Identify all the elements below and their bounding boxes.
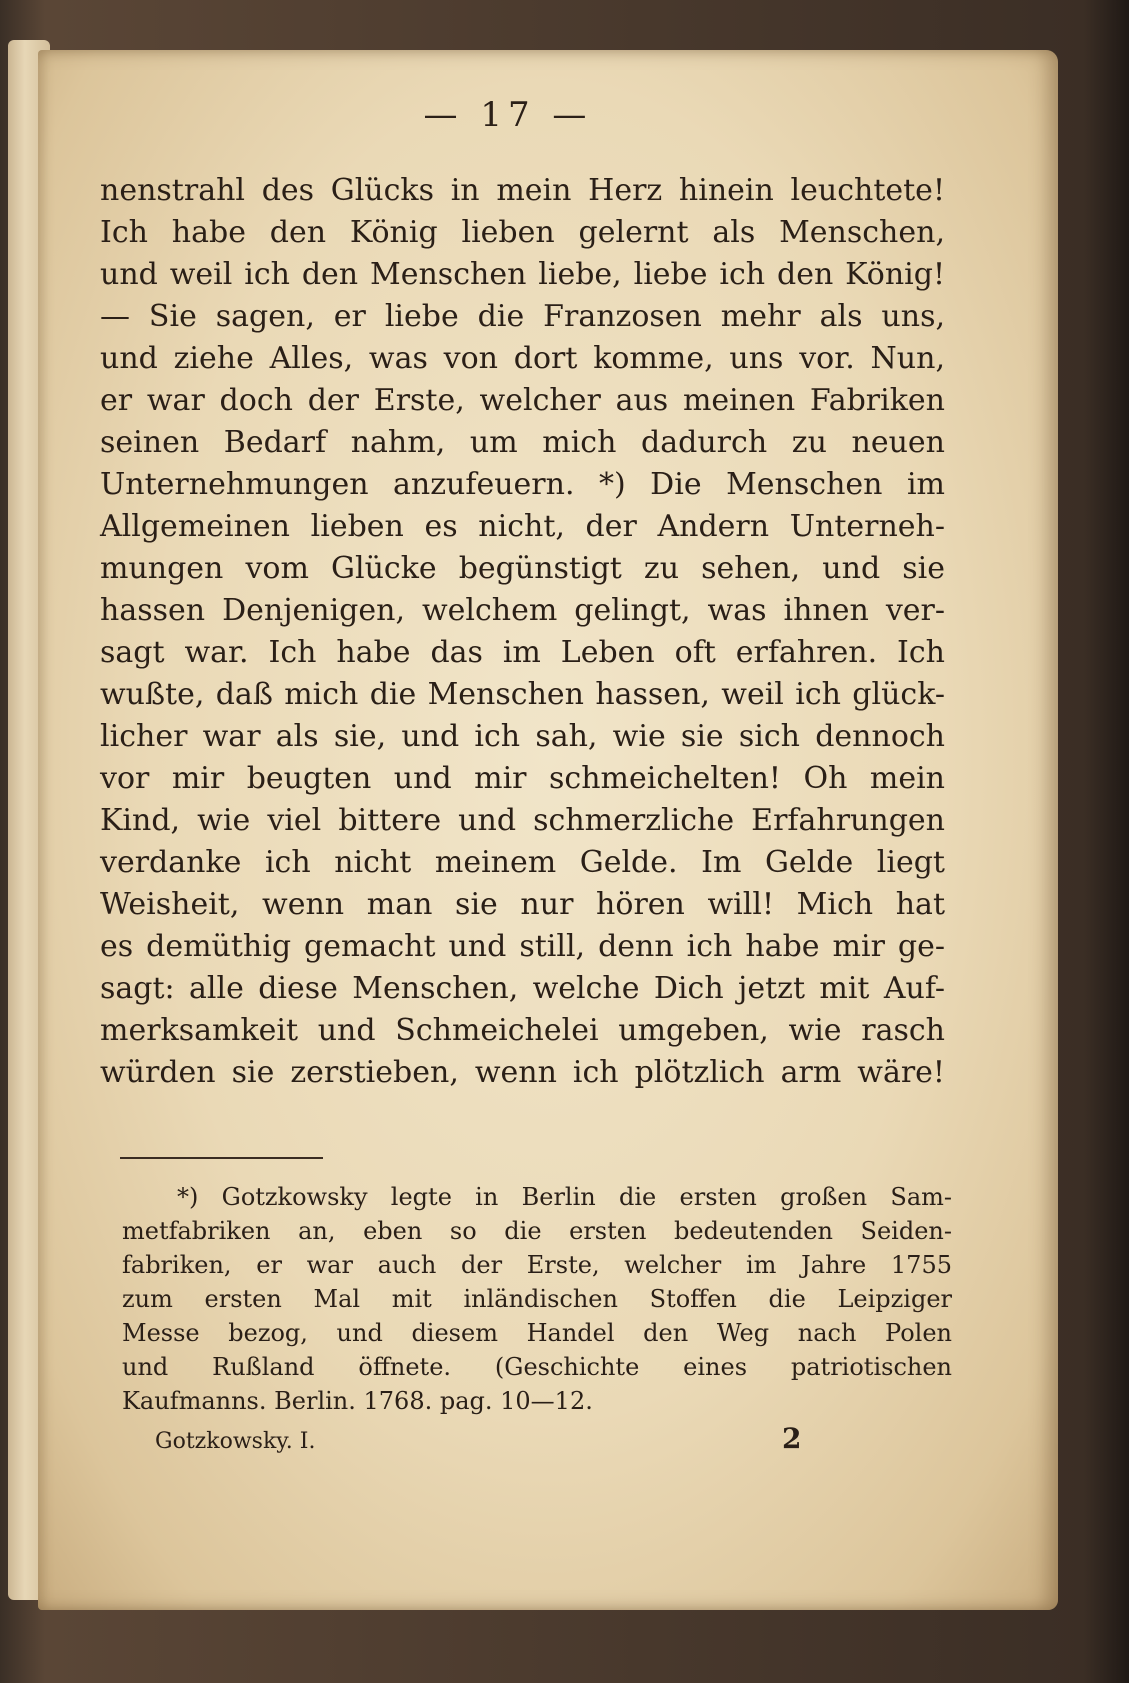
footnote-divider [120,1157,323,1159]
sheet-number: 2 [782,1422,802,1455]
text-line: seinen Bedarf nahm, um mich dadurch zu neuen [100,425,945,460]
text-line: mungen vom Glücke begünstigt zu sehen, und sie [100,551,945,586]
text-line: Kind, wie viel bittere und schmerzliche Erfahrungen [100,803,945,838]
text-line: hassen Denjenigen, welchem gelingt, was ihnen ver- [100,593,945,628]
text-line: sagt war. Ich habe das im Leben oft erfahren. Ich [100,635,945,670]
footnote-line: Kaufmanns. Berlin. 1768. pag. 10—12. [122,1387,593,1415]
footnote-line: metfabriken an, eben so die ersten bedeutenden Seiden- [122,1217,952,1245]
footnote-line: *) Gotzkowsky legte in Berlin die ersten großen Sam- [177,1183,952,1211]
body-text [100,170,945,1094]
text-line: es demüthig gemacht und still, denn ich habe mir ge- [100,929,945,964]
text-line: vor mir beugten und mir schmeichelten! Oh mein [100,761,945,796]
text-line: Unternehmungen anzufeuern. *) Die Menschen im [100,467,945,502]
text-line: verdanke ich nicht meinem Gelde. Im Gelde liegt [100,845,945,880]
text-line: merksamkeit und Schmeichelei umgeben, wie rasch [100,1013,945,1048]
footnote-line: zum ersten Mal mit inländischen Stoffen die Leipziger [122,1285,952,1313]
signature-mark: Gotzkowsky. I. [155,1429,316,1454]
text-line: und weil ich den Menschen liebe, liebe ich den König! [100,257,945,292]
text-line: Allgemeinen lieben es nicht, der Andern Unterneh- [100,509,945,544]
text-line: licher war als sie, und ich sah, wie sie sich dennoch [100,719,945,754]
footnote-line: fabriken, er war auch der Erste, welcher im Jahre 1755 [122,1251,952,1279]
text-line: nenstrahl des Glücks in mein Herz hinein leuchtete! [100,173,945,208]
text-line: sagt: alle diese Menschen, welche Dich jetzt mit Auf- [100,971,945,1006]
text-line: er war doch der Erste, welcher aus meinen Fabriken [100,383,945,418]
text-line: Weisheit, wenn man sie nur hören will! Mich hat [100,887,945,922]
page-number: — 17 — [423,95,593,135]
text-line: und ziehe Alles, was von dort komme, uns vor. Nun, [100,341,945,376]
footnote-line: Messe bezog, und diesem Handel den Weg nach Polen [122,1319,952,1347]
text-line: Ich habe den König lieben gelernt als Menschen, [100,215,945,250]
text-line: wußte, daß mich die Menschen hassen, weil ich glück- [100,677,945,712]
text-line: — Sie sagen, er liebe die Franzosen mehr als uns, [100,299,945,334]
footnote [122,1180,952,1418]
footnote-line: und Rußland öffnete. (Geschichte eines patriotischen [122,1353,952,1381]
text-line: würden sie zerstieben, wenn ich plötzlich arm wäre! [100,1055,945,1090]
